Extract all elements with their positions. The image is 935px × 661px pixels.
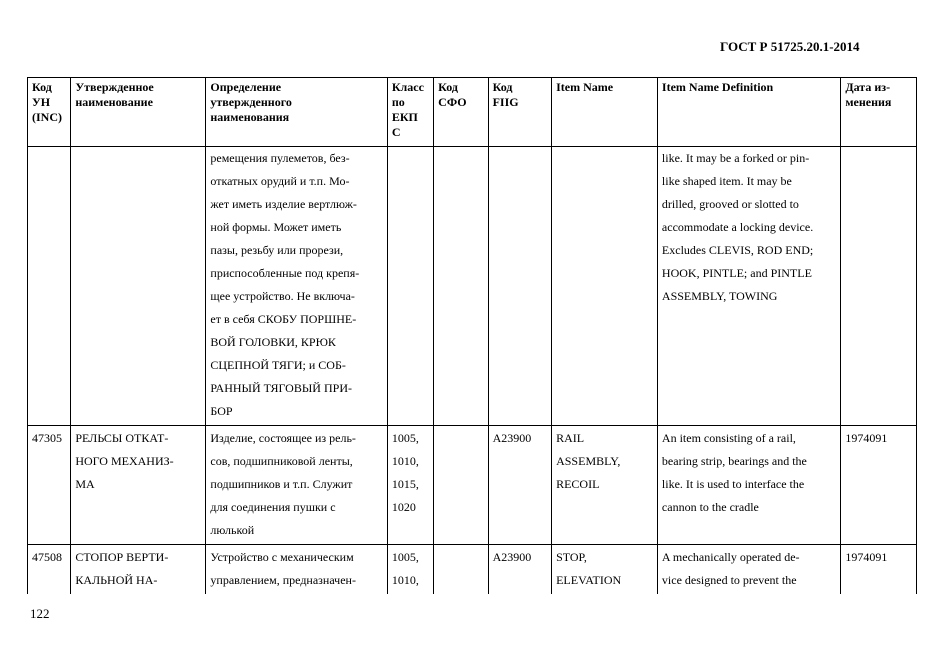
cell-name: РЕЛЬСЫ ОТКАТ- НОГО МЕХАНИЗ- МА [71, 426, 206, 545]
table-header-row [28, 78, 917, 147]
cell-name: СТОПОР ВЕРТИ- КАЛЬНОЙ НА- [71, 545, 206, 595]
cell-fiig: A23900 [488, 426, 552, 545]
column-header-item-name: Item Name [552, 78, 658, 147]
cell-item-definition: A mechanically operated de- vice designed to prevent the [657, 545, 840, 595]
cell-item-name: STOP, ELEVATION [552, 545, 658, 595]
cell-item-name: RAIL ASSEMBLY, RECOIL [552, 426, 658, 545]
column-header-change-date: Дата из- менения [841, 78, 917, 147]
cell-inc: 47508 [28, 545, 71, 595]
table-row [28, 426, 917, 545]
column-header-item-name-definition: Item Name Definition [657, 78, 840, 147]
cell-definition: Устройство с механическим управлением, предназначен- [206, 545, 387, 595]
cell-definition: Изделие, состоящее из рель- сов, подшипниковой ленты, подшипников и т.п. Служит для соединения пушки с люлькой [206, 426, 387, 545]
table-row [28, 147, 917, 426]
column-header-definition: Определение утвержденного наименования [206, 78, 387, 147]
column-header-inc: Код УН (INC) [28, 78, 71, 147]
table-row [28, 545, 917, 595]
column-header-class: Класс по ЕКП С [387, 78, 433, 147]
cell-definition: ремещения пулеметов, без- откатных орудий и т.п. Мо- жет иметь изделие вертлюж- ной формы. Может иметь пазы, резьбу или прорези, приспособленные под крепя- щее устройство. Не включа- ет в себя СКОБУ ПОРШНЕ- ВОЙ ГОЛОВКИ, КРЮК СЦЕПНОЙ ТЯГИ; и СОБ- РАННЫЙ ТЯГОВЫЙ ПРИ- БОР [206, 147, 387, 426]
cell-item-definition: like. It may be a forked or pin- like shaped item. It may be drilled, grooved or slotted to accommodate a locking device. Excludes CLEVIS, ROD END; HOOK, PINTLE; and PINTLE ASSEMBLY, TOWING [657, 147, 840, 426]
column-header-sfo: Код СФО [434, 78, 488, 147]
cell-sfo [434, 147, 488, 426]
column-header-fiig: Код FIIG [488, 78, 552, 147]
column-header-approved-name: Утвержденное наименование [71, 78, 206, 147]
cell-class: 1005, 1010, 1015, 1020 [387, 426, 433, 545]
cell-class: 1005, 1010, [387, 545, 433, 595]
cell-item-name [552, 147, 658, 426]
cell-sfo [434, 426, 488, 545]
cell-inc: 47305 [28, 426, 71, 545]
cell-fiig: A23900 [488, 545, 552, 595]
cell-inc [28, 147, 71, 426]
cell-sfo [434, 545, 488, 595]
page-number: 122 [30, 606, 50, 621]
standard-code: ГОСТ Р 51725.20.1-2014 [720, 39, 860, 54]
cell-date: 1974091 [841, 426, 917, 545]
cell-class [387, 147, 433, 426]
classification-table [27, 77, 917, 594]
cell-name [71, 147, 206, 426]
cell-item-definition: An item consisting of a rail, bearing strip, bearings and the like. It is used to interface the cannon to the cradle [657, 426, 840, 545]
cell-date: 1974091 [841, 545, 917, 595]
cell-fiig [488, 147, 552, 426]
cell-date [841, 147, 917, 426]
